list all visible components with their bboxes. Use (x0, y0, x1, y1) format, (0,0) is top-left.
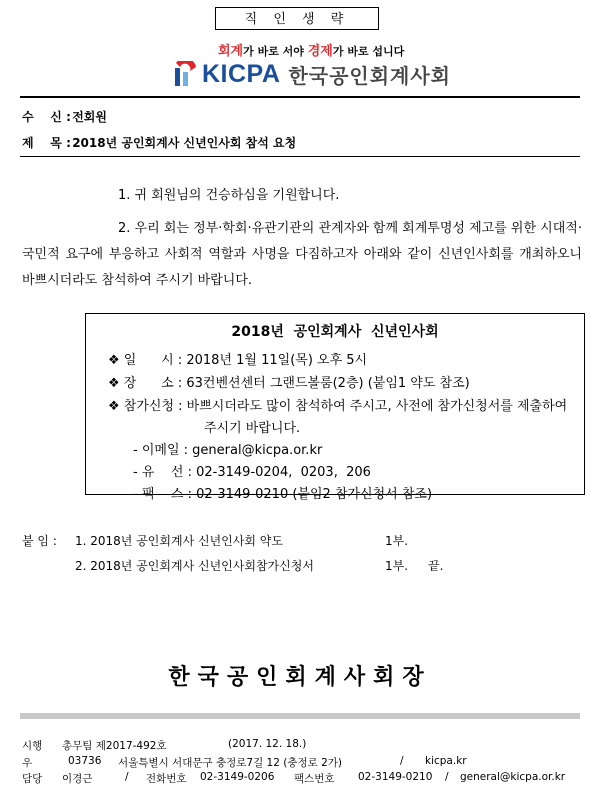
event-place-value: 63컨벤션센터 그랜드볼룸(2층) (붙임1 약도 참조) (186, 376, 470, 391)
event-date-label: ❖ 일 시 : (108, 353, 183, 368)
event-phone-row (133, 461, 371, 480)
attachment-2-qty: 1부. (385, 559, 409, 573)
header-divider (20, 96, 580, 98)
attachment-1: 1. 2018년 공인회계사 신년인사회 약도 (75, 534, 283, 548)
footer-issue-date: (2017. 12. 18.) (228, 738, 307, 750)
footer-contact-name: 이경근 (62, 773, 93, 785)
attachment-1-qty: 1부. (385, 534, 409, 548)
event-fax-label: - 팩 스 : (133, 487, 192, 502)
paragraph-1: 1. 귀 회원님의 건승하심을 기원합니다. (118, 188, 340, 203)
footer-issue-label: 시행 (22, 740, 43, 752)
event-date-value: 2018년 1월 11일(목) 오후 5시 (186, 353, 368, 368)
event-email-value: general@kicpa.or.kr (192, 443, 323, 458)
footer-issue-number: 총무팀 제2017-492호 (62, 740, 167, 752)
footer-separator: / (125, 771, 129, 783)
footer-separator: / (400, 755, 404, 767)
footer-phone: 02-3149-0206 (200, 771, 275, 783)
kicpa-logo (172, 60, 451, 88)
event-place-row (108, 372, 470, 391)
footer-address: 서울특별시 서대문구 충정로7길 12 (충정로 2가) (118, 757, 343, 769)
footer-contact-label: 담당 (22, 773, 43, 785)
event-apply-text-1: 바쁘시더라도 많이 참석하여 주시고, 사전에 참가신청서를 제출하여 (186, 399, 568, 414)
event-date-row (108, 349, 367, 368)
event-place-label: ❖ 장 소 : (108, 376, 183, 391)
footer-separator: / (445, 771, 449, 783)
logo-text-kr: 한국공인회계사회 (288, 63, 451, 88)
subject-line (22, 134, 296, 151)
logo-mark-icon (172, 61, 200, 87)
footer-postal-label: 우 (22, 757, 33, 769)
recipient-line (22, 108, 107, 125)
footer-email: general@kicpa.or.kr (460, 771, 566, 783)
event-fax-value: 02-3149-0210 (붙임2 참가신청서 참조) (196, 487, 433, 502)
paragraph-2: 2. 우리 회는 정부·학회·유관기관의 관계자와 함께 회계투명성 제고를 위한 시대적·국민적 요구에 부응하고 사회적 역할과 사명을 다짐하고자 아래와 같이 신년인사회를 개최하오니 바쁘시더라도 참석하여 주시기 바랍니다. (22, 221, 582, 288)
footer-website: kicpa.kr (425, 755, 467, 767)
footer-fax-label: 팩스번호 (294, 773, 335, 785)
subject-label: 제 목 : (22, 136, 71, 150)
slogan (218, 40, 404, 59)
subject-value: 2018년 공인회계사 신년인사회 참석 요청 (72, 136, 297, 150)
recipient-value: 전회원 (72, 110, 107, 124)
recipient-label: 수 신 : (22, 110, 71, 124)
slogan-word-economy: 경제 (307, 44, 333, 59)
event-apply-row (108, 395, 567, 414)
slogan-text-2: 가 바로 섭니다 (332, 45, 405, 58)
event-email-row (133, 439, 322, 458)
slogan-word-accounting: 회계 (218, 44, 244, 59)
footer-divider (20, 713, 580, 719)
omit-seal-box: 직 인 생 략 (215, 7, 379, 30)
slogan-text-1: 가 바로 서야 (243, 45, 308, 58)
logo-text-en: KICPA (202, 59, 281, 88)
attachment-2: 2. 2018년 공인회계사 신년인사회참가신청서 (75, 559, 314, 573)
attachment-label: 붙 임 : (22, 534, 57, 548)
footer-phone-label: 전화번호 (146, 773, 187, 785)
event-phone-value: 02-3149-0204, 0203, 206 (196, 465, 371, 480)
event-phone-label: - 유 선 : (133, 465, 192, 480)
event-fax-row (133, 483, 432, 502)
event-email-label: - 이메일 : (133, 443, 189, 458)
event-apply-label: ❖ 참가신청 : (108, 399, 183, 414)
end-mark: 끝. (428, 559, 444, 573)
footer-postal-code: 03736 (68, 755, 102, 767)
sender-signature: 한국공인회계사회장 (168, 665, 432, 690)
event-apply-text-2: 주시기 바랍니다. (204, 421, 301, 436)
event-title: 2018년 공인회계사 신년인사회 (231, 324, 439, 340)
footer-fax: 02-3149-0210 (358, 771, 433, 783)
subject-divider (20, 156, 580, 157)
